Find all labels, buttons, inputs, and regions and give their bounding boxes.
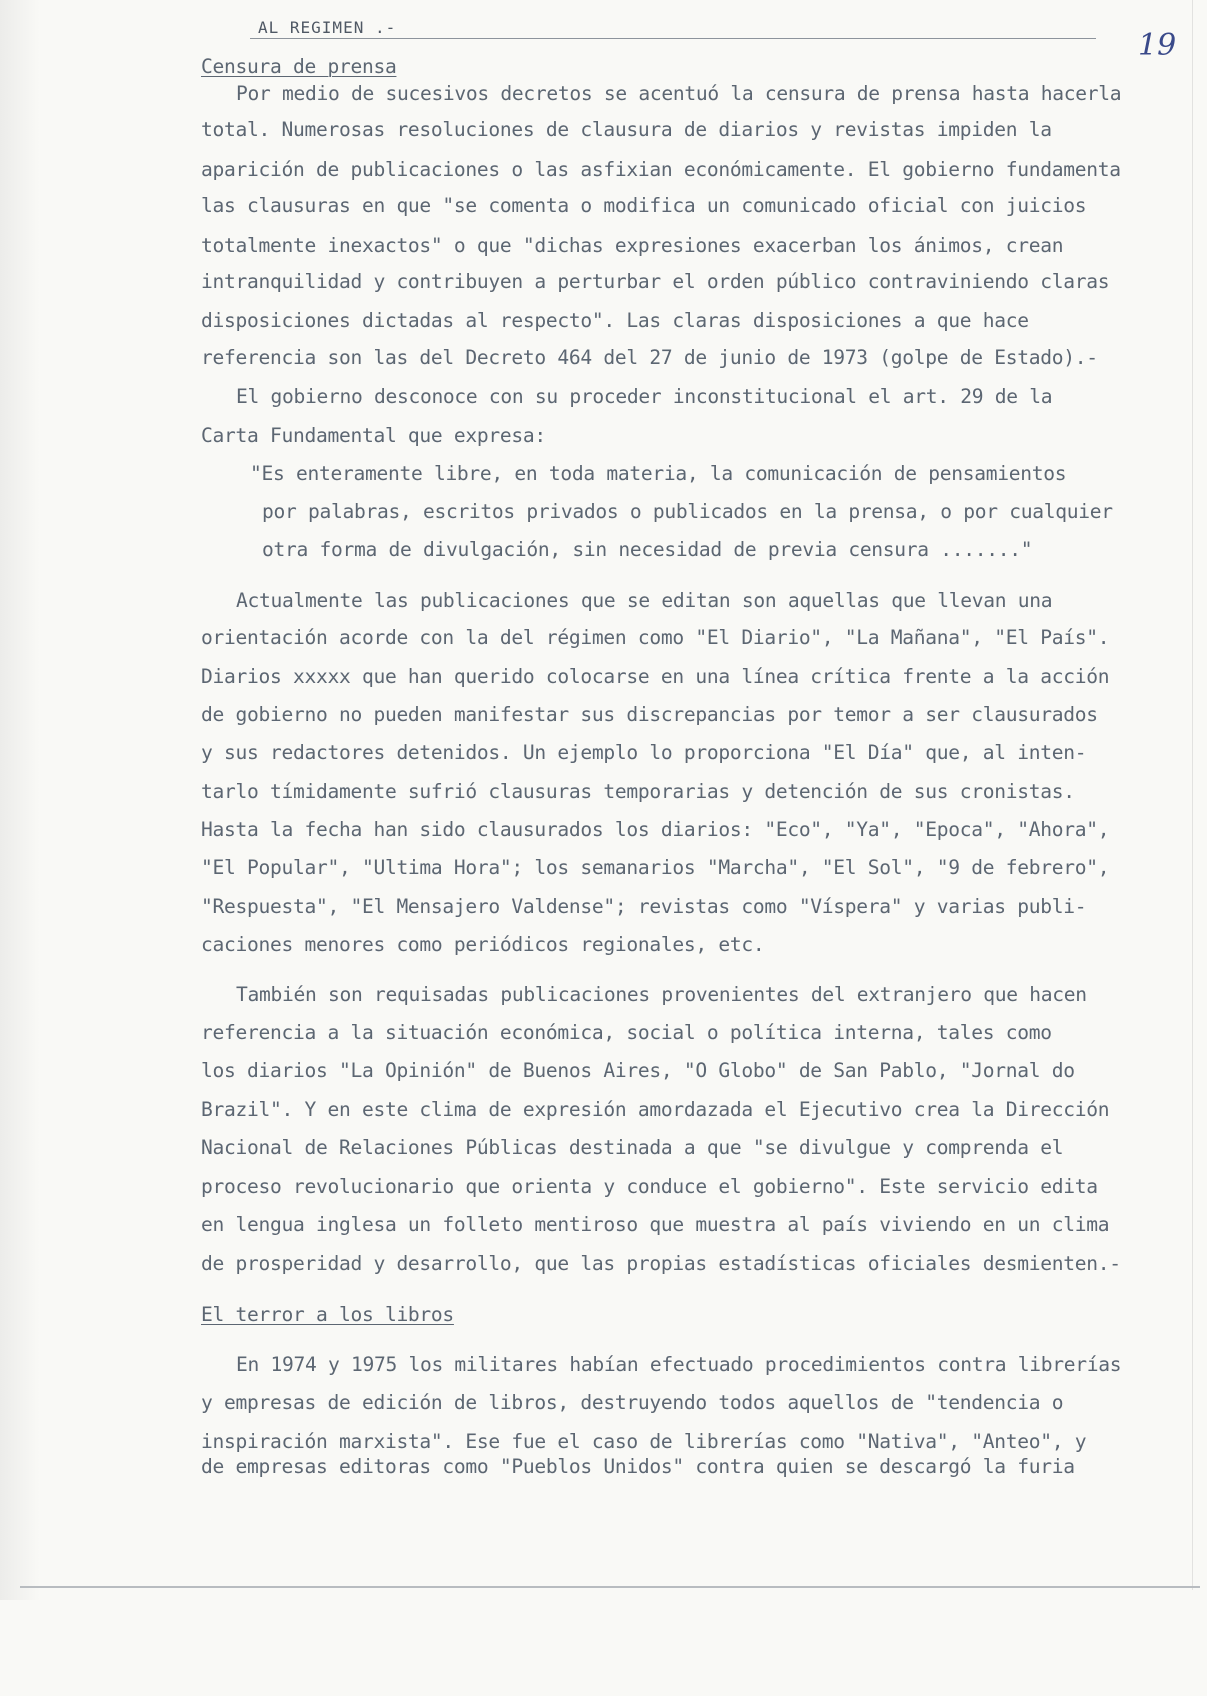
text-line: "El Popular", "Ultima Hora"; los semanarios "Marcha", "El Sol", "9 de febrero", — [201, 856, 1110, 879]
text-line: Por medio de sucesivos decretos se acentuó la censura de prensa hasta hacerla — [236, 82, 1122, 105]
text-line: Nacional de Relaciones Públicas destinada a que "se divulgue y comprenda el — [201, 1136, 1064, 1159]
text-line: y empresas de edición de libros, destruyendo todos aquellos de "tendencia o — [201, 1391, 1064, 1414]
scan-edge-right — [1192, 0, 1193, 1590]
text-line: caciones menores como periódicos regionales, etc. — [201, 933, 765, 956]
text-line: proceso revolucionario que orienta y conduce el gobierno". Este servicio edita — [201, 1175, 1098, 1198]
text-line: en lengua inglesa un folleto mentiroso que muestra al país viviendo en un clima — [201, 1213, 1110, 1236]
text-line: Brazil". Y en este clima de expresión amordazada el Ejecutivo crea la Dirección — [201, 1098, 1110, 1121]
text-line: referencia son las del Decreto 464 del 27 de junio de 1973 (golpe de Estado).- — [201, 346, 1098, 369]
section-heading-libros: El terror a los libros — [201, 1303, 454, 1326]
page-number: 19 — [1138, 28, 1177, 63]
text-line: referencia a la situación económica, social o política interna, tales como — [201, 1021, 1052, 1044]
text-line: de prosperidad y desarrollo, que las propias estadísticas oficiales desmienten.- — [201, 1252, 1121, 1275]
scan-edge-bottom — [20, 1586, 1200, 1588]
text-line: También son requisadas publicaciones provenientes del extranjero que hacen — [236, 983, 1087, 1006]
header-rule — [250, 38, 1096, 39]
text-line: y sus redactores detenidos. Un ejemplo lo proporciona "El Día" que, al inten- — [201, 741, 1087, 764]
text-line: Actualmente las publicaciones que se editan son aquellas que llevan una — [236, 589, 1053, 612]
text-line: las clausuras en que "se comenta o modifica un comunicado oficial con juicios — [201, 194, 1087, 217]
text-line: En 1974 y 1975 los militares habían efectuado procedimientos contra librerías — [236, 1353, 1122, 1376]
text-line: Diarios xxxxx que han querido colocarse en una línea crítica frente a la acción — [201, 665, 1110, 688]
text-line: orientación acorde con la del régimen como "El Diario", "La Mañana", "El País". — [201, 626, 1110, 649]
section-heading-censura: Censura de prensa — [201, 55, 397, 78]
text-line: El gobierno desconoce con su proceder inconstitucional el art. 29 de la — [236, 385, 1053, 408]
text-line: "Respuesta", "El Mensajero Valdense"; revistas como "Víspera" y varias publi- — [201, 895, 1087, 918]
text-line: intranquilidad y contribuyen a perturbar el orden público contraviniendo claras — [201, 270, 1110, 293]
scan-shadow-left — [0, 0, 40, 1600]
text-line: de empresas editoras como "Pueblos Unidos" contra quien se descargó la furia — [201, 1455, 1075, 1478]
quote-line: otra forma de divulgación, sin necesidad de previa censura ......." — [262, 538, 1033, 561]
text-line: total. Numerosas resoluciones de clausura de diarios y revistas impiden la — [201, 118, 1052, 141]
quote-line: "Es enteramente libre, en toda materia, la comunicación de pensamientos — [250, 462, 1067, 485]
text-line: Carta Fundamental que expresa: — [201, 424, 546, 447]
text-line: los diarios "La Opinión" de Buenos Aires, "O Globo" de San Pablo, "Jornal do — [201, 1059, 1075, 1082]
text-line: disposiciones dictadas al respecto". Las claras disposiciones a que hace — [201, 309, 1029, 332]
text-line: tarlo tímidamente sufrió clausuras temporarias y detención de sus cronistas. — [201, 780, 1075, 803]
text-line: inspiración marxista". Ese fue el caso de librerías como "Nativa", "Anteo", y — [201, 1430, 1087, 1453]
text-line: Hasta la fecha han sido clausurados los diarios: "Eco", "Ya", "Epoca", "Ahora", — [201, 818, 1110, 841]
quote-line: por palabras, escritos privados o publicados en la prensa, o por cualquier — [262, 500, 1113, 523]
text-line: totalmente inexactos" o que "dichas expresiones exacerban los ánimos, crean — [201, 234, 1064, 257]
page-header: AL REGIMEN .- — [258, 18, 397, 37]
text-line: aparición de publicaciones o las asfixian económicamente. El gobierno fundamenta — [201, 158, 1121, 181]
text-line: de gobierno no pueden manifestar sus discrepancias por temor a ser clausurados — [201, 703, 1098, 726]
